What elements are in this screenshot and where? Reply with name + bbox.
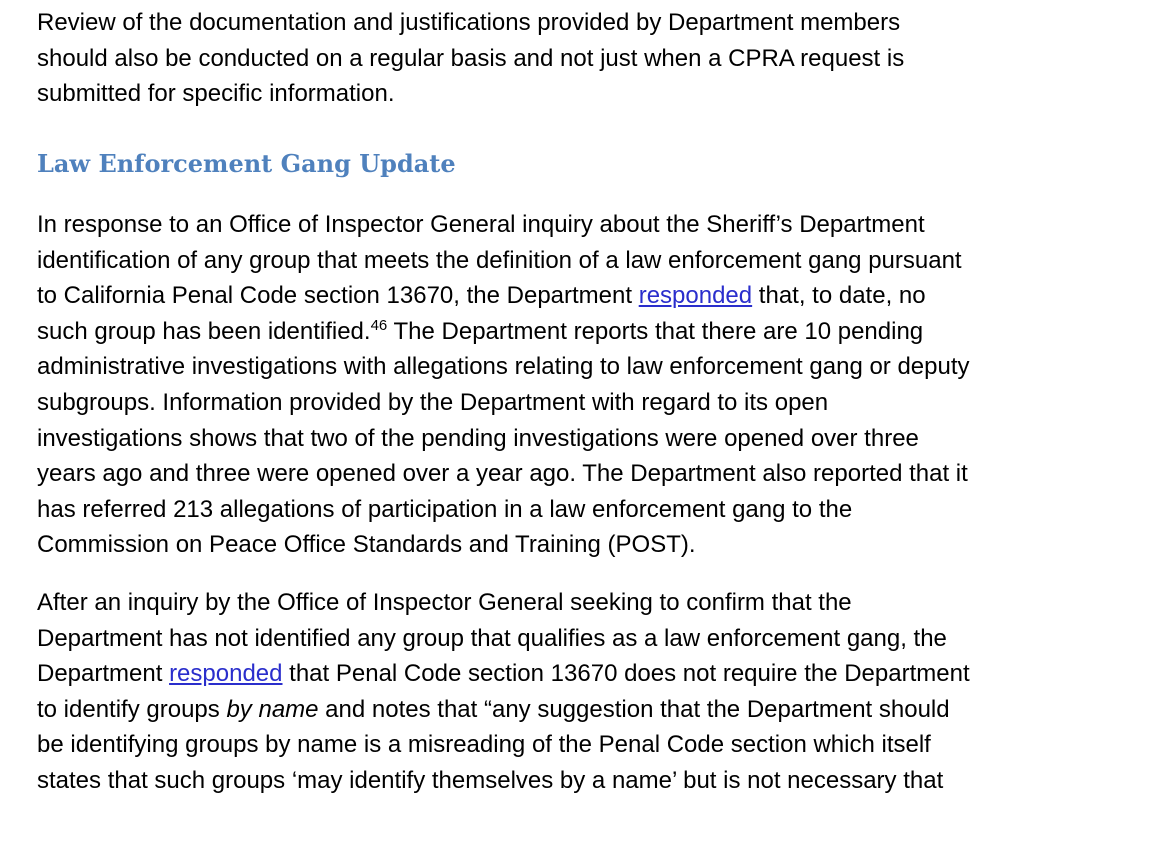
intro-line-2: should also be conducted on a regular basis and not just when a CPRA request is — [37, 44, 905, 72]
p1-line-2: identification of any group that meets the definition of a law enforcement gang pursuant — [37, 246, 962, 274]
p2-line-4 — [37, 692, 970, 728]
responded-link-2[interactable]: responded — [169, 660, 283, 688]
p2-line-4-text-b: and notes that “any suggestion that the Department should — [318, 695, 950, 723]
p2-line-5: be identifying groups by name is a misreading of the Penal Code section which itself — [37, 731, 931, 759]
p2-line-3-text-b: that Penal Code section 13670 does not require the Department — [282, 660, 970, 688]
footnote-46[interactable]: 46 — [370, 316, 388, 334]
p2-line-6: states that such groups ‘may identify themselves by a name’ but is not necessary that — [37, 766, 944, 794]
paragraph-inquiry-followup — [37, 585, 970, 799]
p1-line-9: has referred 213 allegations of participation in a law enforcement gang to the — [37, 495, 853, 523]
p2-line-4-emphasis: by name — [226, 695, 319, 723]
paragraph-gang-update — [37, 207, 970, 563]
p2-line-4-text-a: to identify groups — [37, 695, 227, 723]
p1-line-4 — [37, 314, 970, 350]
responded-link-1[interactable]: responded — [638, 282, 753, 310]
p1-line-3-text-b: that, to date, no — [752, 282, 926, 310]
p1-line-6: subgroups. Information provided by the Department with regard to its open — [37, 388, 829, 416]
intro-line-3: submitted for specific information. — [37, 80, 395, 108]
section-heading: Law Enforcement Gang Update — [37, 149, 456, 178]
p1-line-1: In response to an Office of Inspector General inquiry about the Sheriff’s Department — [37, 211, 925, 238]
p2-line-1: After an inquiry by the Office of Inspector General seeking to confirm that the — [37, 589, 852, 616]
p1-line-3 — [37, 278, 970, 314]
p1-line-4-text-a: such group has been identified. — [37, 317, 371, 345]
p1-line-10: Commission on Peace Office Standards and Training (POST). — [37, 531, 696, 559]
p1-line-4-text-b: The Department reports that there are 10 pending — [387, 317, 924, 345]
p2-line-2: Department has not identified any group that qualifies as a law enforcement gang, the — [37, 624, 947, 652]
p2-line-3-text-a: Department — [37, 660, 170, 688]
p1-line-3-text-a: to California Penal Code section 13670, the Department — [37, 282, 639, 310]
p1-line-8: years ago and three were opened over a year ago. The Department also reported that it — [37, 460, 968, 488]
p1-line-7: investigations shows that two of the pending investigations were opened over three — [37, 424, 919, 452]
intro-line-1: Review of the documentation and justifications provided by Department members — [37, 9, 901, 36]
p1-line-5: administrative investigations with allegations relating to law enforcement gang or deputy — [37, 353, 970, 381]
p2-line-3 — [37, 656, 970, 692]
intro-paragraph — [37, 5, 904, 112]
